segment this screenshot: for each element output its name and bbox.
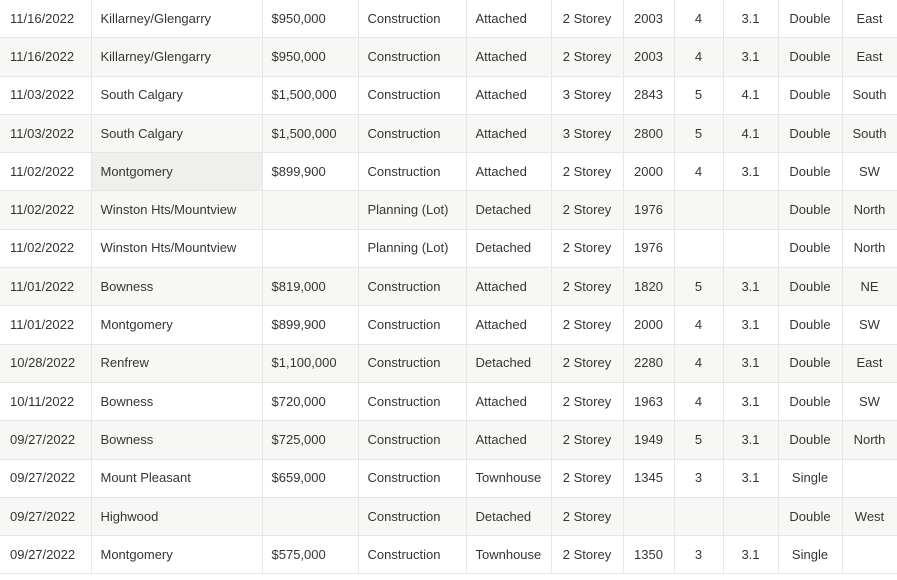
sqft-cell[interactable]: 1976 [623, 229, 674, 267]
date-cell[interactable]: 09/27/2022 [0, 421, 91, 459]
price-cell[interactable]: $1,500,000 [262, 114, 358, 152]
sqft-cell[interactable]: 2800 [623, 114, 674, 152]
date-cell[interactable]: 11/16/2022 [0, 38, 91, 76]
community-cell[interactable]: Killarney/Glengarry [91, 0, 262, 38]
price-cell[interactable]: $720,000 [262, 382, 358, 420]
beds-cell[interactable] [674, 191, 723, 229]
type-cell[interactable]: Attached [466, 153, 551, 191]
sqft-cell[interactable]: 1350 [623, 536, 674, 574]
baths-cell[interactable]: 3.1 [723, 306, 778, 344]
community-cell[interactable]: Renfrew [91, 344, 262, 382]
garage-cell[interactable]: Double [778, 114, 842, 152]
date-cell[interactable]: 09/27/2022 [0, 459, 91, 497]
status-cell[interactable]: Construction [358, 344, 466, 382]
date-cell[interactable]: 09/27/2022 [0, 536, 91, 574]
table-row[interactable] [0, 421, 897, 459]
table-row[interactable] [0, 306, 897, 344]
type-cell[interactable]: Attached [466, 76, 551, 114]
facing-cell[interactable] [842, 459, 897, 497]
date-cell[interactable]: 09/27/2022 [0, 497, 91, 535]
status-cell[interactable]: Construction [358, 153, 466, 191]
storeys-cell[interactable]: 2 Storey [551, 306, 623, 344]
garage-cell[interactable]: Double [778, 268, 842, 306]
type-cell[interactable]: Townhouse [466, 459, 551, 497]
status-cell[interactable]: Construction [358, 0, 466, 38]
community-cell[interactable]: Montgomery [91, 306, 262, 344]
storeys-cell[interactable]: 2 Storey [551, 421, 623, 459]
garage-cell[interactable]: Double [778, 344, 842, 382]
garage-cell[interactable]: Double [778, 76, 842, 114]
facing-cell[interactable] [842, 536, 897, 574]
date-cell[interactable]: 11/03/2022 [0, 76, 91, 114]
price-cell[interactable] [262, 191, 358, 229]
sqft-cell[interactable]: 2843 [623, 76, 674, 114]
storeys-cell[interactable]: 2 Storey [551, 153, 623, 191]
price-cell[interactable]: $899,900 [262, 153, 358, 191]
type-cell[interactable]: Detached [466, 497, 551, 535]
date-cell[interactable]: 10/28/2022 [0, 344, 91, 382]
garage-cell[interactable]: Single [778, 536, 842, 574]
status-cell[interactable]: Planning (Lot) [358, 191, 466, 229]
facing-cell[interactable]: East [842, 344, 897, 382]
facing-cell[interactable]: North [842, 421, 897, 459]
beds-cell[interactable] [674, 229, 723, 267]
sqft-cell[interactable] [623, 497, 674, 535]
price-cell[interactable]: $659,000 [262, 459, 358, 497]
price-cell[interactable]: $575,000 [262, 536, 358, 574]
table-row[interactable] [0, 382, 897, 420]
type-cell[interactable]: Attached [466, 421, 551, 459]
beds-cell[interactable]: 4 [674, 0, 723, 38]
baths-cell[interactable]: 3.1 [723, 421, 778, 459]
baths-cell[interactable]: 3.1 [723, 153, 778, 191]
baths-cell[interactable]: 4.1 [723, 76, 778, 114]
status-cell[interactable]: Construction [358, 536, 466, 574]
status-cell[interactable]: Construction [358, 459, 466, 497]
date-cell[interactable]: 11/02/2022 [0, 191, 91, 229]
baths-cell[interactable]: 3.1 [723, 0, 778, 38]
status-cell[interactable]: Construction [358, 306, 466, 344]
garage-cell[interactable]: Double [778, 306, 842, 344]
baths-cell[interactable]: 3.1 [723, 344, 778, 382]
status-cell[interactable]: Construction [358, 114, 466, 152]
sqft-cell[interactable]: 1976 [623, 191, 674, 229]
status-cell[interactable]: Construction [358, 76, 466, 114]
table-row[interactable] [0, 497, 897, 535]
beds-cell[interactable]: 4 [674, 306, 723, 344]
baths-cell[interactable]: 3.1 [723, 459, 778, 497]
beds-cell[interactable]: 4 [674, 344, 723, 382]
community-cell[interactable]: Killarney/Glengarry [91, 38, 262, 76]
garage-cell[interactable]: Double [778, 229, 842, 267]
type-cell[interactable]: Detached [466, 229, 551, 267]
price-cell[interactable] [262, 497, 358, 535]
facing-cell[interactable]: East [842, 0, 897, 38]
status-cell[interactable]: Planning (Lot) [358, 229, 466, 267]
community-cell[interactable]: Mount Pleasant [91, 459, 262, 497]
community-cell[interactable]: Winston Hts/Mountview [91, 191, 262, 229]
status-cell[interactable]: Construction [358, 421, 466, 459]
sqft-cell[interactable]: 1345 [623, 459, 674, 497]
garage-cell[interactable]: Double [778, 497, 842, 535]
storeys-cell[interactable]: 2 Storey [551, 268, 623, 306]
sqft-cell[interactable]: 2003 [623, 38, 674, 76]
baths-cell[interactable]: 3.1 [723, 536, 778, 574]
date-cell[interactable]: 11/02/2022 [0, 229, 91, 267]
facing-cell[interactable]: North [842, 229, 897, 267]
storeys-cell[interactable]: 2 Storey [551, 191, 623, 229]
beds-cell[interactable]: 3 [674, 459, 723, 497]
baths-cell[interactable] [723, 191, 778, 229]
type-cell[interactable]: Townhouse [466, 536, 551, 574]
community-cell[interactable]: Highwood [91, 497, 262, 535]
sqft-cell[interactable]: 1963 [623, 382, 674, 420]
type-cell[interactable]: Attached [466, 306, 551, 344]
storeys-cell[interactable]: 2 Storey [551, 497, 623, 535]
beds-cell[interactable]: 4 [674, 382, 723, 420]
date-cell[interactable]: 11/01/2022 [0, 306, 91, 344]
community-cell[interactable]: Winston Hts/Mountview [91, 229, 262, 267]
sqft-cell[interactable]: 2000 [623, 153, 674, 191]
facing-cell[interactable]: South [842, 76, 897, 114]
beds-cell[interactable]: 5 [674, 114, 723, 152]
status-cell[interactable]: Construction [358, 497, 466, 535]
type-cell[interactable]: Attached [466, 114, 551, 152]
status-cell[interactable]: Construction [358, 382, 466, 420]
price-cell[interactable]: $950,000 [262, 0, 358, 38]
garage-cell[interactable]: Double [778, 421, 842, 459]
table-row[interactable] [0, 459, 897, 497]
status-cell[interactable]: Construction [358, 38, 466, 76]
price-cell[interactable]: $1,100,000 [262, 344, 358, 382]
storeys-cell[interactable]: 3 Storey [551, 114, 623, 152]
beds-cell[interactable]: 5 [674, 76, 723, 114]
price-cell[interactable]: $725,000 [262, 421, 358, 459]
price-cell[interactable]: $819,000 [262, 268, 358, 306]
storeys-cell[interactable]: 2 Storey [551, 536, 623, 574]
beds-cell[interactable]: 3 [674, 536, 723, 574]
table-row[interactable] [0, 191, 897, 229]
facing-cell[interactable]: East [842, 38, 897, 76]
storeys-cell[interactable]: 2 Storey [551, 0, 623, 38]
price-cell[interactable]: $1,500,000 [262, 76, 358, 114]
date-cell[interactable]: 11/01/2022 [0, 268, 91, 306]
sqft-cell[interactable]: 2003 [623, 0, 674, 38]
price-cell[interactable]: $899,900 [262, 306, 358, 344]
status-cell[interactable]: Construction [358, 268, 466, 306]
price-cell[interactable]: $950,000 [262, 38, 358, 76]
baths-cell[interactable] [723, 497, 778, 535]
community-cell[interactable]: Bowness [91, 268, 262, 306]
community-cell[interactable]: South Calgary [91, 76, 262, 114]
type-cell[interactable]: Attached [466, 382, 551, 420]
table-row[interactable] [0, 76, 897, 114]
community-cell[interactable]: Bowness [91, 382, 262, 420]
facing-cell[interactable]: SW [842, 382, 897, 420]
community-cell[interactable]: Bowness [91, 421, 262, 459]
beds-cell[interactable]: 5 [674, 268, 723, 306]
storeys-cell[interactable]: 2 Storey [551, 229, 623, 267]
table-row[interactable] [0, 229, 897, 267]
sqft-cell[interactable]: 2280 [623, 344, 674, 382]
beds-cell[interactable]: 4 [674, 153, 723, 191]
table-row[interactable] [0, 153, 897, 191]
community-cell[interactable]: Montgomery [91, 153, 262, 191]
garage-cell[interactable]: Double [778, 191, 842, 229]
baths-cell[interactable]: 3.1 [723, 268, 778, 306]
facing-cell[interactable]: West [842, 497, 897, 535]
community-cell[interactable]: South Calgary [91, 114, 262, 152]
type-cell[interactable]: Attached [466, 268, 551, 306]
date-cell[interactable]: 11/03/2022 [0, 114, 91, 152]
sqft-cell[interactable]: 1820 [623, 268, 674, 306]
community-cell[interactable]: Montgomery [91, 536, 262, 574]
facing-cell[interactable]: North [842, 191, 897, 229]
type-cell[interactable]: Detached [466, 344, 551, 382]
facing-cell[interactable]: NE [842, 268, 897, 306]
storeys-cell[interactable]: 2 Storey [551, 459, 623, 497]
facing-cell[interactable]: SW [842, 153, 897, 191]
garage-cell[interactable]: Double [778, 382, 842, 420]
garage-cell[interactable]: Double [778, 0, 842, 38]
date-cell[interactable]: 10/11/2022 [0, 382, 91, 420]
table-row[interactable] [0, 268, 897, 306]
garage-cell[interactable]: Double [778, 153, 842, 191]
garage-cell[interactable]: Single [778, 459, 842, 497]
type-cell[interactable]: Attached [466, 38, 551, 76]
baths-cell[interactable] [723, 229, 778, 267]
garage-cell[interactable]: Double [778, 38, 842, 76]
sqft-cell[interactable]: 1949 [623, 421, 674, 459]
table-row[interactable] [0, 38, 897, 76]
beds-cell[interactable]: 5 [674, 421, 723, 459]
type-cell[interactable]: Detached [466, 191, 551, 229]
baths-cell[interactable]: 3.1 [723, 38, 778, 76]
facing-cell[interactable]: SW [842, 306, 897, 344]
baths-cell[interactable]: 4.1 [723, 114, 778, 152]
beds-cell[interactable]: 4 [674, 38, 723, 76]
storeys-cell[interactable]: 2 Storey [551, 382, 623, 420]
price-cell[interactable] [262, 229, 358, 267]
table-row[interactable] [0, 536, 897, 574]
storeys-cell[interactable]: 3 Storey [551, 76, 623, 114]
table-row[interactable] [0, 114, 897, 152]
storeys-cell[interactable]: 2 Storey [551, 38, 623, 76]
storeys-cell[interactable]: 2 Storey [551, 344, 623, 382]
table-row[interactable] [0, 0, 897, 38]
table-row[interactable] [0, 344, 897, 382]
date-cell[interactable]: 11/16/2022 [0, 0, 91, 38]
baths-cell[interactable]: 3.1 [723, 382, 778, 420]
beds-cell[interactable] [674, 497, 723, 535]
sqft-cell[interactable]: 2000 [623, 306, 674, 344]
date-cell[interactable]: 11/02/2022 [0, 153, 91, 191]
type-cell[interactable]: Attached [466, 0, 551, 38]
facing-cell[interactable]: South [842, 114, 897, 152]
